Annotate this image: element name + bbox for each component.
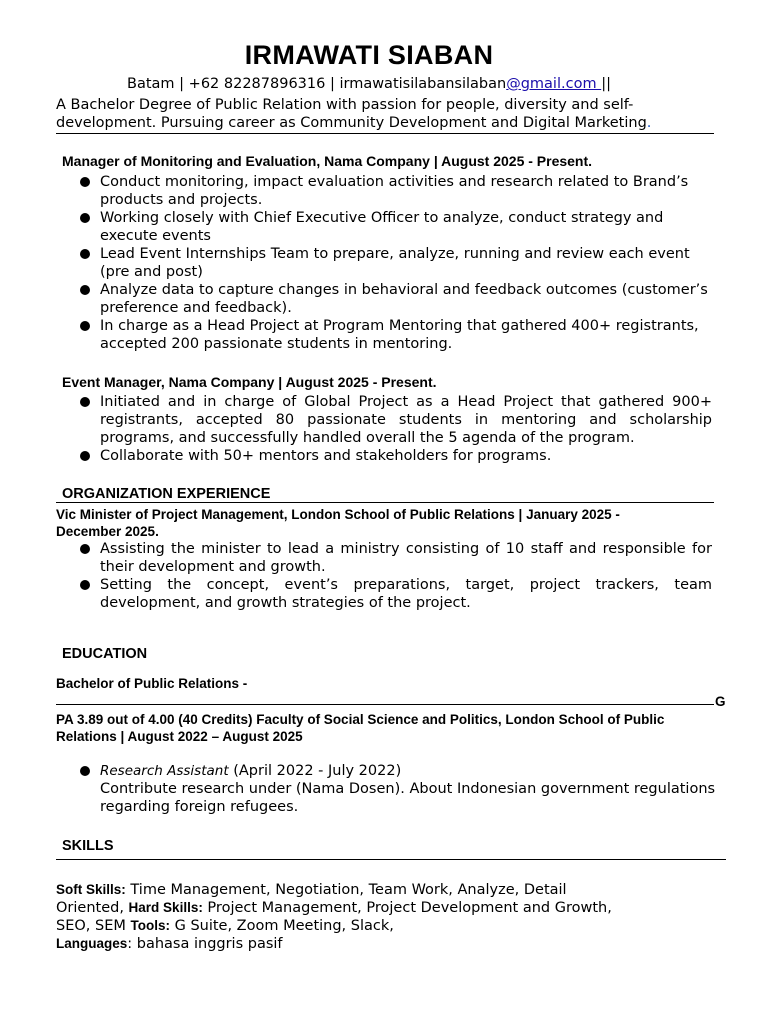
bullet-icon: [80, 397, 90, 407]
bullet-icon: [80, 766, 90, 776]
bullet-text: Setting the concept, event’s preparations, target, project trackers, team development, and growth strategies of the project.: [100, 577, 712, 611]
research-dates: (April 2022 - July 2022): [228, 763, 402, 779]
profile-summary: [56, 96, 716, 132]
job-title-event-manager: Event Manager, Nama Company | August 2025 - Present.: [62, 374, 437, 390]
soft-skills-value: Time Management, Negotiation, Team Work, Analyze, Detail Oriented,: [56, 882, 567, 916]
bullet-text: Working closely with Chief Executive Officer to analyze, conduct strategy and execute events: [100, 210, 664, 244]
list-item: [80, 762, 716, 816]
bullet-text: In charge as a Head Project at Program Mentoring that gathered 400+ registrants, accepted 200 passionate students in mentoring.: [100, 318, 699, 352]
header-divider: [56, 133, 714, 134]
bullet-text: Initiated and in charge of Global Project as a Head Project that gathered 900+ registrants, accepted 80 passionate students in mentoring and scholarship programs, and successfully handled overall the 5 agenda of the program.: [100, 394, 712, 446]
list-item: [80, 209, 712, 245]
bullet-icon: [80, 213, 90, 223]
education-details: PA 3.89 out of 4.00 (40 Credits) Faculty of Social Science and Politics, London School of Public Relations | August 2022 – August 2025: [56, 712, 665, 744]
section-heading-organization: ORGANIZATION EXPERIENCE: [62, 486, 271, 502]
bullet-text: Collaborate with 50+ mentors and stakeholders for programs.: [100, 448, 552, 464]
research-role: Research Assistant: [100, 763, 229, 779]
list-item: [80, 281, 712, 317]
languages-label: Languages: [56, 936, 128, 951]
research-description: Contribute research under (Nama Dosen). About Indonesian government regulations regarding foreign refugees.: [100, 781, 716, 815]
organization-bullets: [80, 540, 712, 612]
list-item: [80, 245, 712, 281]
list-item: [80, 447, 712, 465]
bullet-icon: [80, 544, 90, 554]
list-item: [80, 173, 712, 209]
candidate-name: IRMAWATI SIABAN: [244, 40, 494, 70]
contact-text: Batam | +62 82287896316 | irmawatisilabansilaban: [127, 76, 507, 92]
contact-line: [0, 76, 738, 92]
education-bullets: [80, 762, 716, 816]
list-item: [80, 540, 712, 576]
summary-period: .: [646, 115, 652, 131]
email-link[interactable]: @gmail.com: [506, 76, 602, 92]
education-degree: Bachelor of Public Relations -: [56, 676, 248, 691]
skills-paragraph: [56, 881, 616, 953]
contact-separator: ||: [601, 76, 611, 92]
bullet-icon: [80, 249, 90, 259]
education-degree-overflow: G: [715, 694, 726, 709]
tools-value: G Suite, Zoom Meeting, Slack,: [169, 918, 394, 934]
job-title-monitoring: Manager of Monitoring and Evaluation, Nama Company | August 2025 - Present.: [62, 153, 593, 169]
hard-skills-value: Project Management, Project Development and Growth, SEO, SEM: [56, 900, 612, 934]
bullet-text: Assisting the minister to lead a ministry consisting of 10 staff and responsible for their development and growth.: [100, 541, 712, 575]
job-bullets-monitoring: [80, 173, 712, 353]
bullet-icon: [80, 451, 90, 461]
languages-value: : bahasa inggris pasif: [127, 936, 283, 952]
hard-skills-label: Hard Skills:: [128, 900, 203, 915]
tools-label: Tools:: [130, 918, 170, 933]
bullet-text: Analyze data to capture changes in behavioral and feedback outcomes (customer’s preference and feedback).: [100, 282, 708, 316]
organization-divider: [56, 502, 714, 503]
list-item: [80, 393, 712, 447]
bullet-text: Lead Event Internships Team to prepare, analyze, running and review each event (pre and post): [100, 246, 690, 280]
section-heading-skills: SKILLS: [62, 838, 114, 854]
bullet-icon: [80, 321, 90, 331]
skills-divider: [56, 859, 726, 860]
bullet-icon: [80, 177, 90, 187]
soft-skills-label: Soft Skills:: [56, 882, 126, 897]
bullet-text: Conduct monitoring, impact evaluation activities and research related to Brand’s products and projects.: [100, 174, 689, 208]
list-item: [80, 317, 712, 353]
bullet-icon: [80, 285, 90, 295]
education-divider: [56, 704, 714, 705]
list-item: [80, 576, 712, 612]
summary-text: A Bachelor Degree of Public Relation with passion for people, diversity and self-development. Pursuing career as Community Development and Digital Marketing: [56, 97, 647, 131]
bullet-icon: [80, 580, 90, 590]
organization-role-title: Vic Minister of Project Management, London School of Public Relations | January 2025 - December 2025.: [56, 507, 620, 539]
job-bullets-event-manager: [80, 393, 712, 465]
section-heading-education: EDUCATION: [62, 646, 148, 662]
